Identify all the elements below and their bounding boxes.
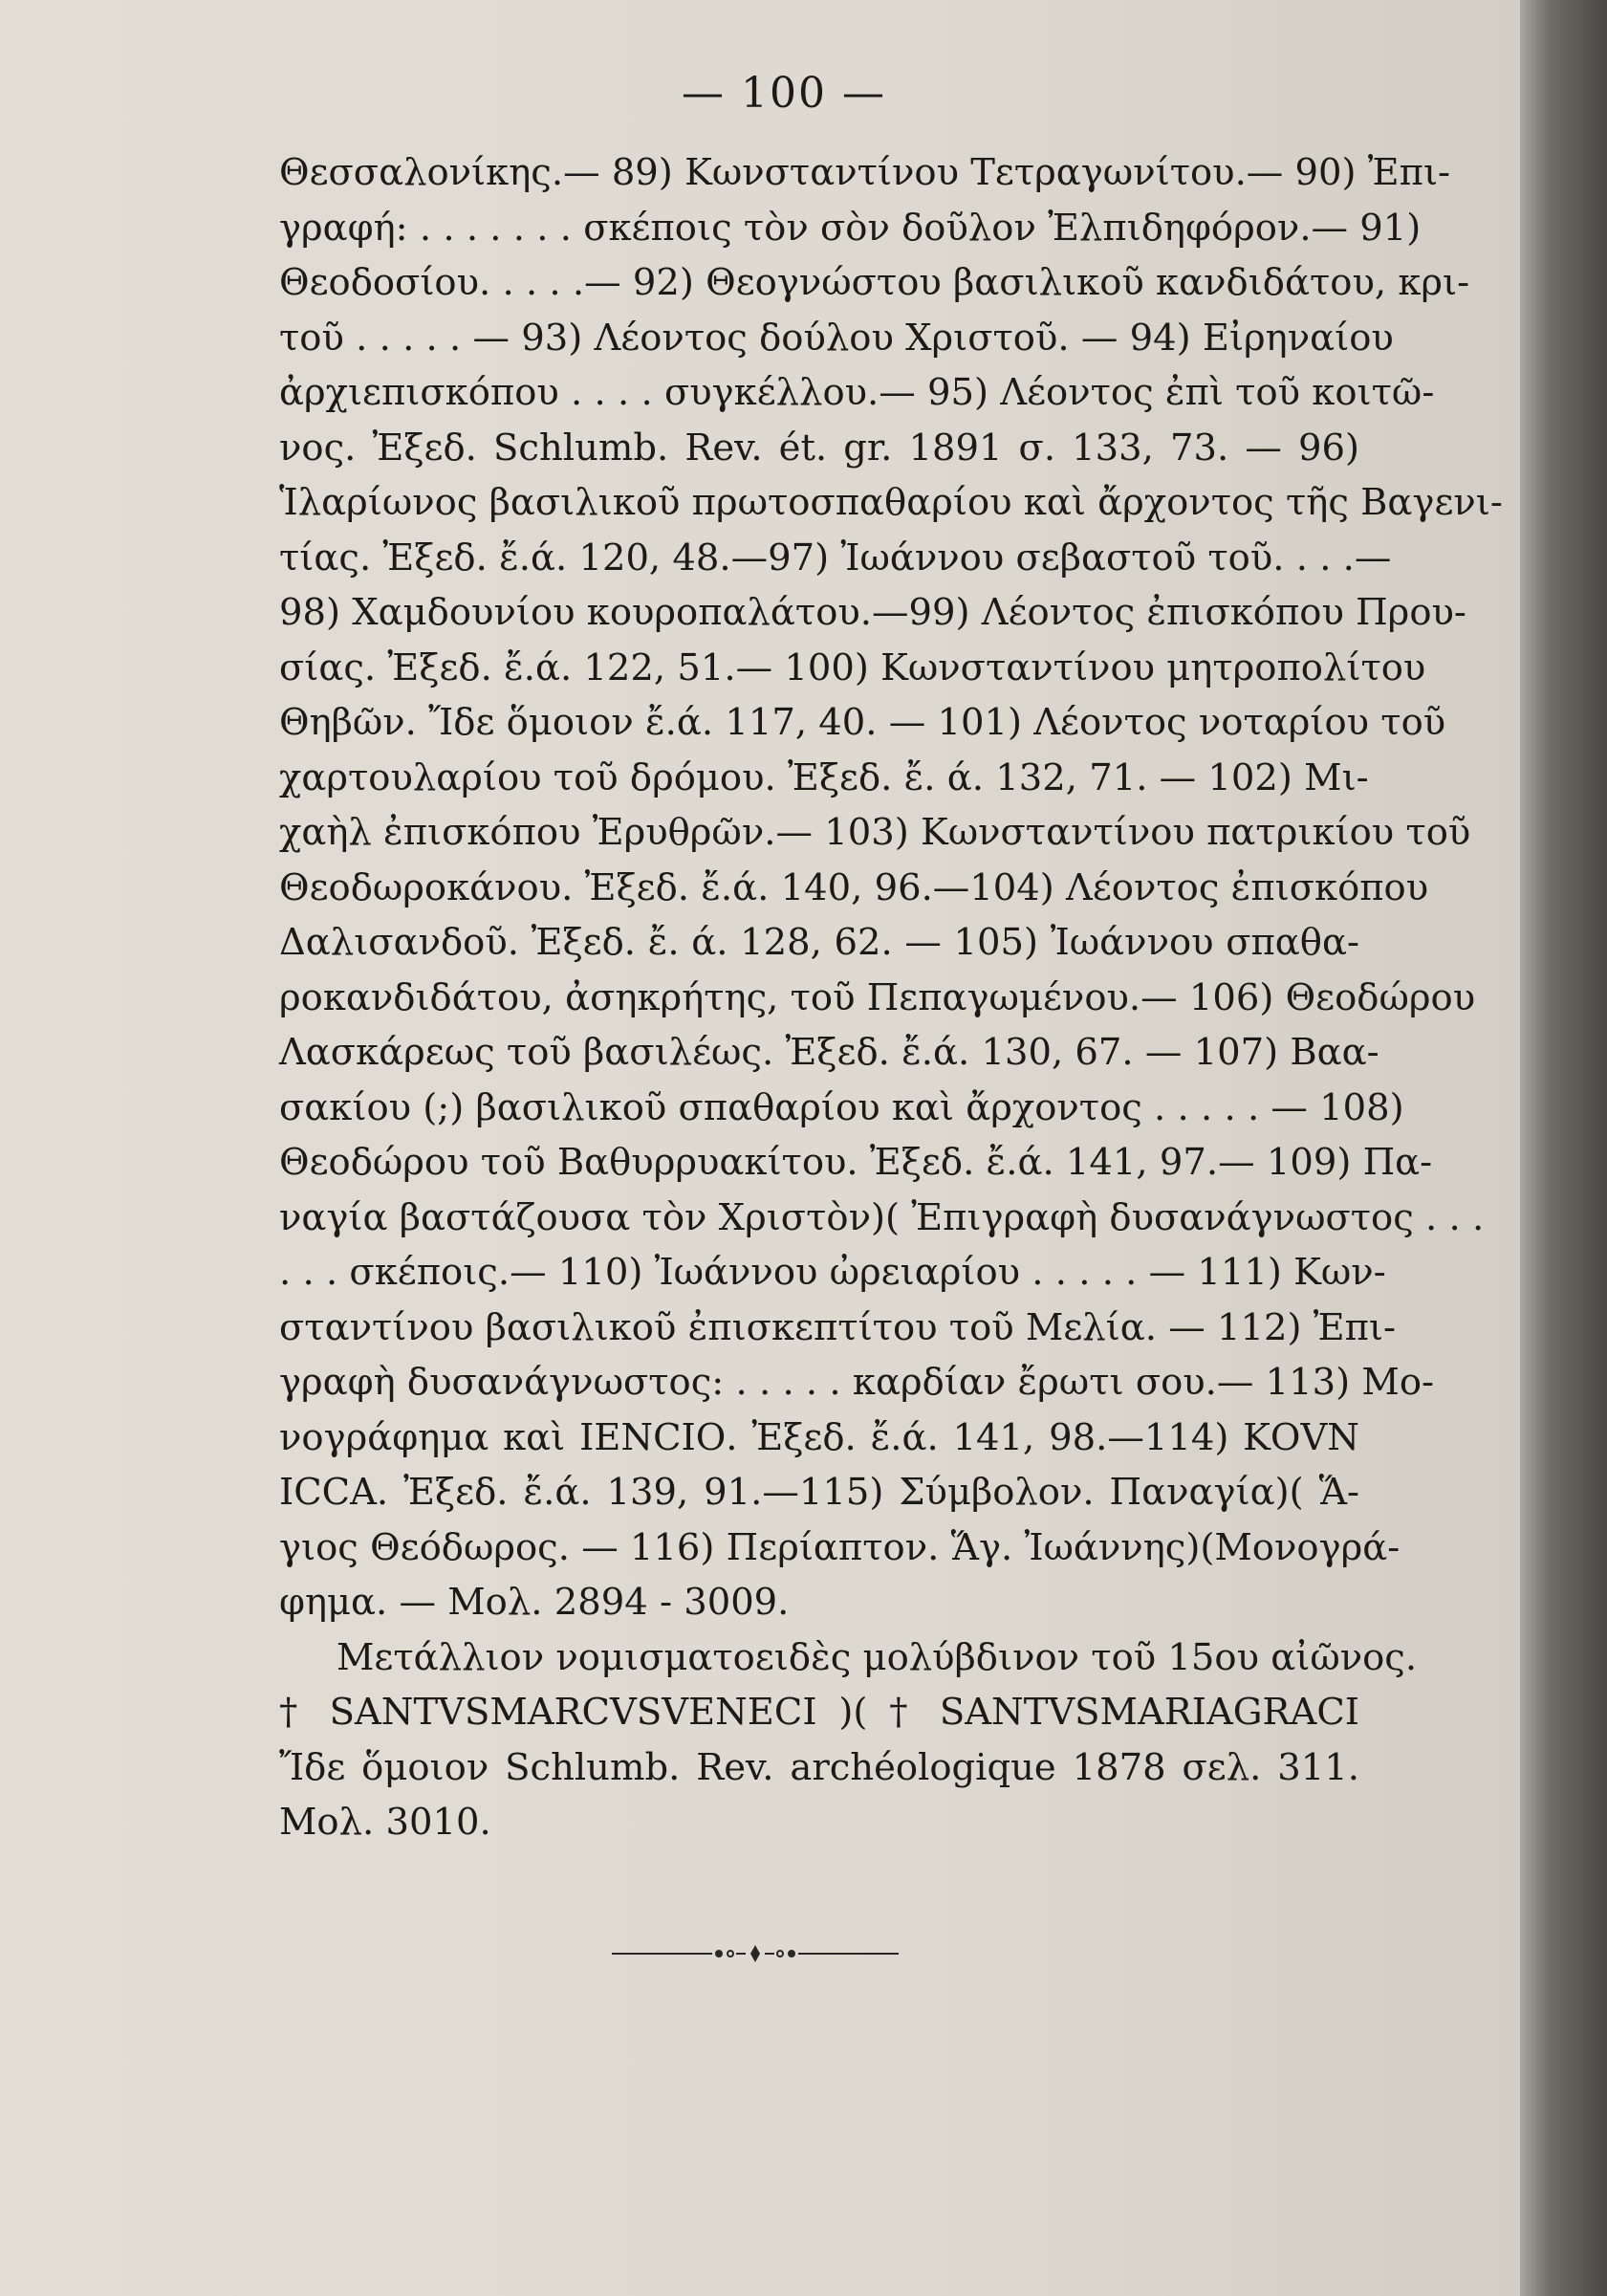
ornament-divider-icon [612,1939,899,1968]
page-body [279,145,1503,1850]
text-line: τοῦ . . . . . — 93) Λέοντος δούλου Χριστοῦ. — 94) Εἰρηναίου [279,316,1394,360]
text-line: ναγία βαστάζουσα τὸν Χριστὸν)( Ἐπιγραφὴ δυσανάγνωστος . . . [279,1195,1485,1239]
text-line: Ἴδε ὅμοιον Schlumb. Rev. archéologique 1878 σελ. 311. [279,1745,1359,1789]
text-line: Θεσσαλονίκης.— 89) Κωνσταντίνου Τετραγωνίτου.— 90) Ἐπι- [279,151,1451,194]
text-line: φημα. — Μολ. 2894 - 3009. [279,1581,790,1624]
text-line: Θεοδοσίου. . . . .— 92) Θεογνώστου βασιλικοῦ κανδιδάτου, κρι- [279,261,1470,304]
text-line: Μολ. 3010. [279,1801,491,1844]
text-line: Μετάλλιον νομισματοειδὲς μολύβδινον τοῦ 15ου αἰῶνος. [337,1635,1418,1679]
book-gutter [1520,0,1607,2296]
text-line: † SANTVSMARCVSVENECI )( † SANTVSMARIAGRACI [279,1691,1359,1734]
text-line: Λασκάρεως τοῦ βασιλέως. Ἐξεδ. ἔ.ά. 130, 67. — 107) Βαα- [279,1031,1379,1074]
text-line: σακίου (;) βασιλικοῦ σπαθαρίου καὶ ἄρχοντος . . . . . — 108) [279,1085,1404,1129]
text-line: ἀρχιεπισκόπου . . . . συγκέλλου.— 95) Λέοντος ἐπὶ τοῦ κοιτῶ- [279,371,1435,414]
text-line: σίας. Ἐξεδ. ἔ.ά. 122, 51.— 100) Κωνσταντίνου μητροπολίτου [279,645,1426,689]
text-line: γραφή: . . . . . . . σκέποις τὸν σὸν δοῦλον Ἐλπιδηφόρον.— 91) [279,206,1422,250]
text-line: χαρτουλαρίου τοῦ δρόμου. Ἐξεδ. ἔ. ά. 132, 71. — 102) Μι- [279,755,1369,799]
page-number-header: — 100 — [682,69,886,118]
text-line: σταντίνου βασιλικοῦ ἐπισκεπτίτου τοῦ Μελία. — 112) Ἐπι- [279,1305,1396,1349]
text-line: Θεοδωροκάνου. Ἐξεδ. ἔ.ά. 140, 96.—104) Λέοντος ἐπισκόπου [279,865,1429,909]
text-line: χαὴλ ἐπισκόπου Ἐρυθρῶν.— 103) Κωνσταντίνου πατρικίου τοῦ [279,811,1471,854]
text-line: Θεοδώρου τοῦ Βαθυρρυακίτου. Ἐξεδ. ἔ.ά. 141, 97.— 109) Πα- [279,1141,1433,1184]
text-line: ροκανδιδάτου, ἀσηκρήτης, τοῦ Πεπαγωμένου.— 106) Θεοδώρου [279,975,1476,1019]
text-line: νος. Ἐξεδ. Schlumb. Rev. ét. gr. 1891 σ. 133, 73. — 96) [279,426,1359,470]
text-line: Δαλισανδοῦ. Ἐξεδ. ἔ. ά. 128, 62. — 105) Ἰωάννου σπαθα- [279,921,1359,964]
text-line: γραφὴ δυσανάγνωστος: . . . . . καρδίαν ἔρωτι σου.— 113) Μο- [279,1361,1435,1404]
text-line: γιος Θεόδωρος. — 116) Περίαπτον. Ἅγ. Ἰωάννης)(Μονογρά- [279,1525,1401,1569]
text-line: τίας. Ἐξεδ. ἔ.ά. 120, 48.—97) Ἰωάννου σεβαστοῦ τοῦ. . . .— [279,536,1392,579]
text-line: Ἱλαρίωνος βασιλικοῦ πρωτοσπαθαρίου καὶ ἄρχοντος τῆς Βαγενι- [279,481,1503,524]
text-line: νογράφημα καὶ ΙΕΝCΙΟ. Ἐξεδ. ἔ.ά. 141, 98.—114) ΚΟVΝ [279,1415,1359,1459]
text-line: ΙCCΑ. Ἐξεδ. ἔ.ά. 139, 91.—115) Σύμβολον. Παναγία)( Ἅ- [279,1471,1359,1514]
text-line: 98) Χαμδουνίου κουροπαλάτου.—99) Λέοντος ἐπισκόπου Πρου- [279,591,1466,634]
text-line: . . . σκέποις.— 110) Ἰωάννου ὠρειαρίου . . . . . — 111) Κων- [279,1251,1386,1294]
text-line: Θηβῶν. Ἴδε ὅμοιον ἔ.ά. 117, 40. — 101) Λέοντος νοταρίου τοῦ [279,701,1446,744]
